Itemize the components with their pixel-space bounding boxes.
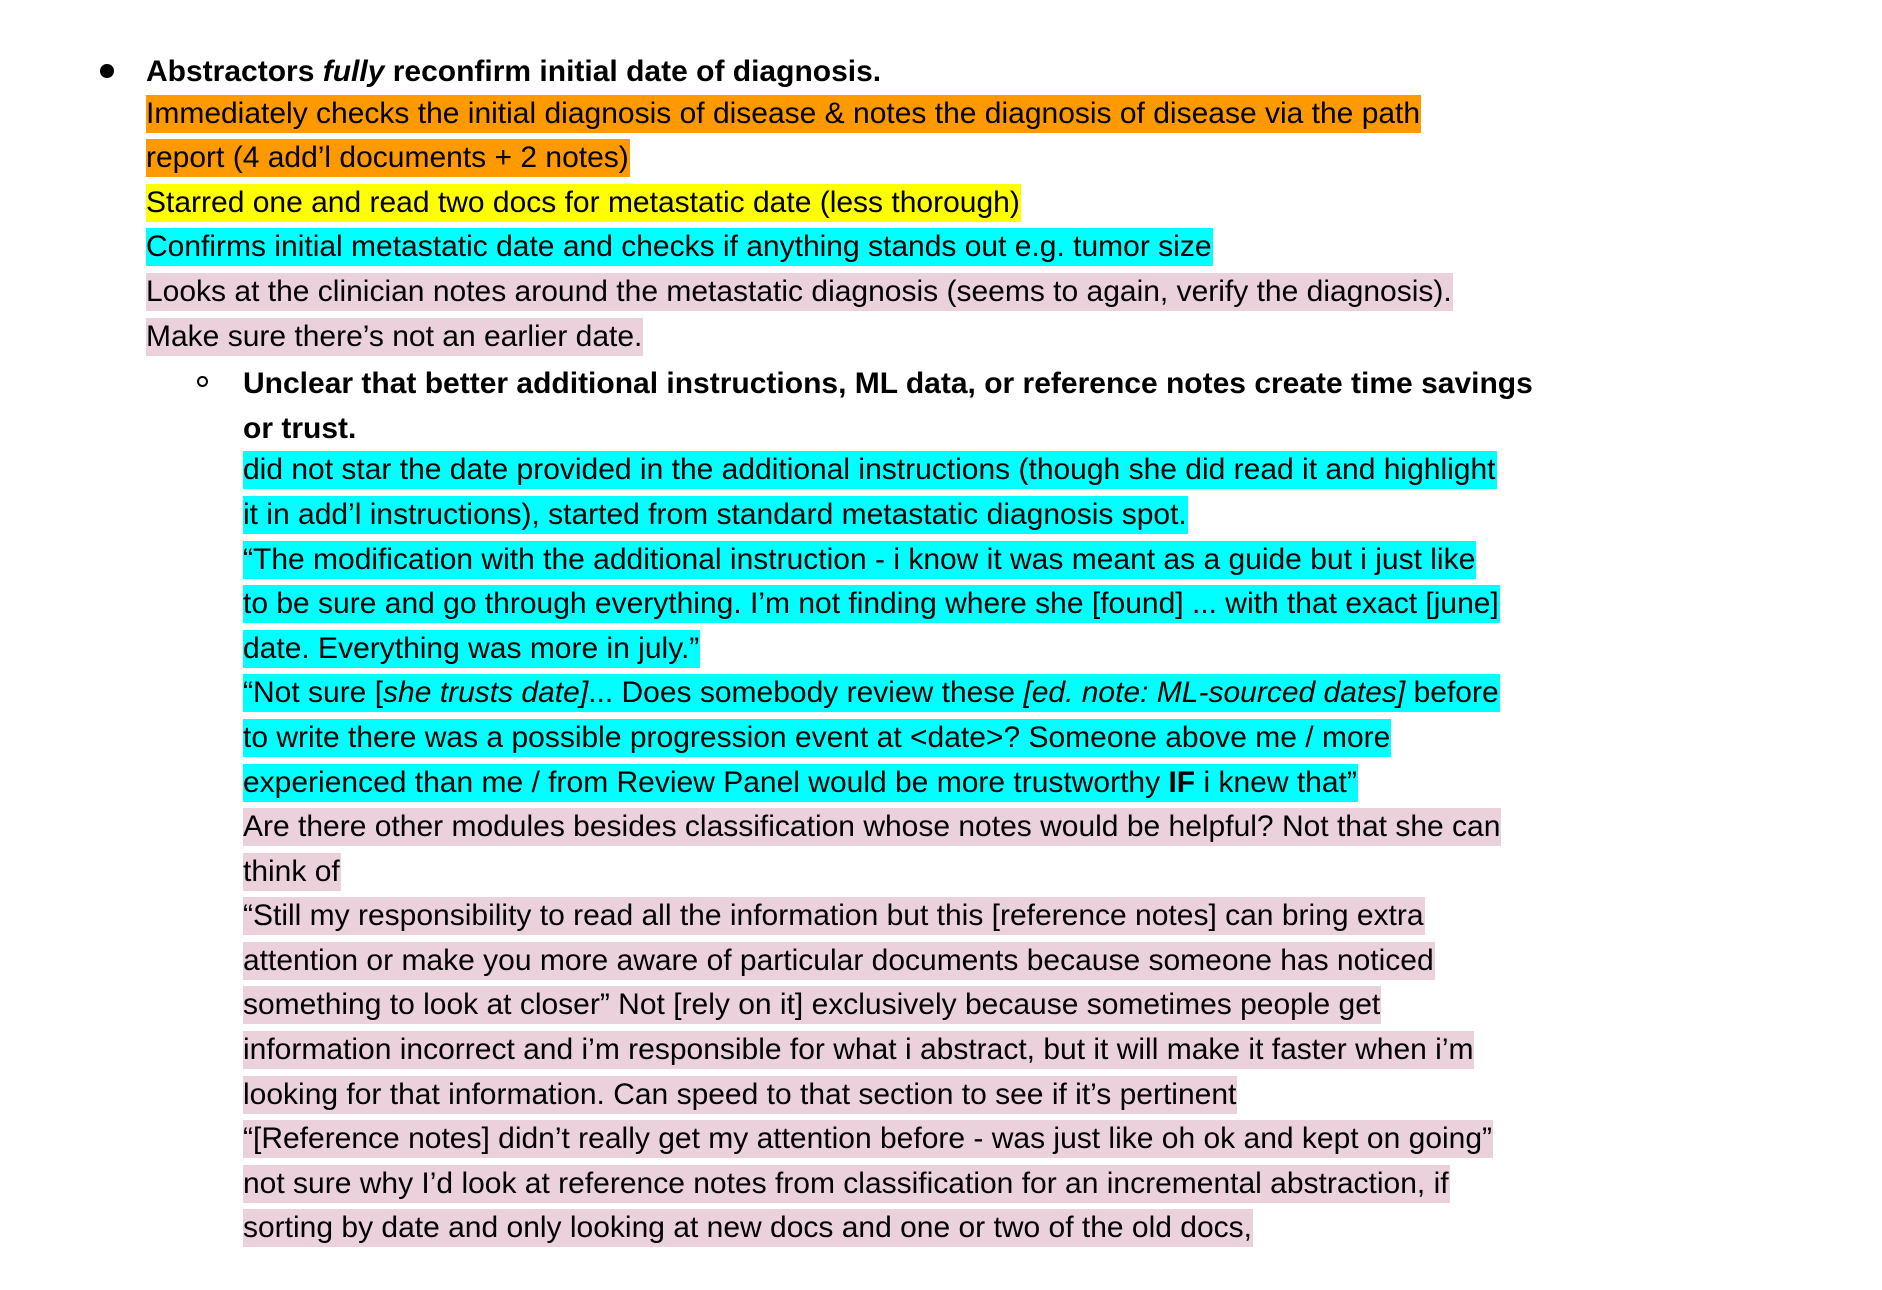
- pink-highlight-text: Make sure there’s not an earlier date.: [146, 318, 643, 356]
- note-yellow-line-1: [0, 184, 1882, 229]
- cyan-highlight-text: to be sure and go through everything. I’m not finding where she [found] ... with that exact [june]: [243, 585, 1500, 623]
- orange-highlight-text: Immediately checks the initial diagnosis of disease & notes the diagnosis of disease via the path: [146, 95, 1421, 133]
- pink-highlight-text: sorting by date and only looking at new docs and one or two of the old docs,: [243, 1209, 1253, 1247]
- pink-note3-line-1: [0, 1120, 1882, 1165]
- sub-bullet-heading-line-2: [0, 407, 1882, 452]
- italic-aside: she trusts date]: [383, 676, 589, 710]
- editor-note: [ed. note: ML-sourced dates]: [1023, 676, 1406, 710]
- heading-part3: reconfirm initial date of diagnosis.: [384, 55, 882, 88]
- quote-text: “Not sure [: [243, 676, 384, 710]
- cyan-highlight-text: it in add’l instructions), started from standard metastatic diagnosis spot.: [243, 496, 1188, 534]
- cyan-highlight-text: date. Everything was more in july.”: [243, 630, 700, 668]
- pink-highlight-text: information incorrect and i’m responsible for what i abstract, but it will make it faster when i’m: [243, 1031, 1474, 1069]
- sub-heading-text: Unclear that better additional instructions, ML data, or reference notes create time savings: [243, 367, 1533, 401]
- heading-part1: Abstractors: [146, 55, 323, 88]
- cyan-note2-line-2: [0, 585, 1882, 630]
- pink-note1-line-2: [0, 853, 1882, 898]
- pink-note4-line-1: [0, 1165, 1882, 1210]
- hollow-circle-bullet-icon: [197, 376, 208, 387]
- cyan-highlight-text: “The modification with the additional instruction - i know it was meant as a guide but i just like: [243, 541, 1476, 579]
- pink-highlight-text: attention or make you more aware of particular documents because someone has noticed: [243, 942, 1435, 980]
- cyan-highlight-text: [243, 674, 1500, 712]
- quote-text: ... Does somebody review these: [588, 676, 1024, 710]
- filled-disc-bullet-icon: [100, 64, 114, 78]
- cyan-highlight-text: to write there was a possible progression event at <date>? Someone above me / more: [243, 719, 1391, 757]
- pink-note4-line-2: [0, 1209, 1882, 1254]
- cyan-note3-line-3: [0, 764, 1882, 809]
- main-bullet-heading: [0, 50, 1882, 95]
- cyan-note3-line-2: [0, 719, 1882, 764]
- cyan-note1-line-2: [0, 496, 1882, 541]
- sub-bullet-heading-line-1: [0, 362, 1882, 407]
- pink-highlight-text: looking for that information. Can speed to that section to see if it’s pertinent: [243, 1076, 1237, 1114]
- cyan-note1-line-1: [0, 451, 1882, 496]
- pink-note1-line-1: [0, 808, 1882, 853]
- bold-emphasis: IF: [1168, 765, 1196, 799]
- quote-text: i knew that”: [1195, 765, 1357, 799]
- pink-note2-line-2: [0, 942, 1882, 987]
- pink-highlight-text: “[Reference notes] didn’t really get my attention before - was just like oh ok and kept on going”: [243, 1120, 1493, 1158]
- pink-highlight-text: Are there other modules besides classification whose notes would be helpful? Not that she can: [243, 808, 1501, 846]
- pink-note2-line-1: [0, 897, 1882, 942]
- sub-heading-text: or trust.: [243, 411, 357, 445]
- cyan-highlight-text: [243, 764, 1358, 802]
- yellow-highlight-text: Starred one and read two docs for metastatic date (less thorough): [146, 184, 1021, 222]
- pink-highlight-text: “Still my responsibility to read all the information but this [reference notes] can bring extra: [243, 897, 1425, 935]
- note-cyan-line-1: [0, 228, 1882, 273]
- pink-highlight-text: not sure why I’d look at reference notes from classification for an incremental abstraction, if: [243, 1165, 1450, 1203]
- pink-note2-line-3: [0, 986, 1882, 1031]
- heading-text: [146, 50, 881, 95]
- quote-text: before: [1405, 676, 1499, 710]
- cyan-note2-line-3: [0, 630, 1882, 675]
- note-pink-line-1: [0, 273, 1882, 318]
- quote-text: experienced than me / from Review Panel would be more trustworthy: [243, 765, 1169, 799]
- pink-highlight-text: think of: [243, 853, 341, 891]
- pink-highlight-text: Looks at the clinician notes around the metastatic diagnosis (seems to again, verify the diagnosis).: [146, 273, 1453, 311]
- orange-highlight-text: report (4 add’l documents + 2 notes): [146, 139, 630, 177]
- document-body: [0, 50, 1882, 1254]
- cyan-highlight-text: did not star the date provided in the additional instructions (though she did read it and highlight: [243, 451, 1497, 489]
- note-pink-line-2: [0, 318, 1882, 363]
- pink-note2-line-5: [0, 1076, 1882, 1121]
- cyan-note2-line-1: [0, 541, 1882, 586]
- cyan-note3-line-1: [0, 674, 1882, 719]
- note-orange-line-2: [0, 139, 1882, 184]
- pink-highlight-text: something to look at closer” Not [rely on it] exclusively because sometimes people get: [243, 986, 1381, 1024]
- heading-emphasis: fully: [322, 55, 385, 88]
- note-orange-line-1: [0, 95, 1882, 140]
- cyan-highlight-text: Confirms initial metastatic date and checks if anything stands out e.g. tumor size: [146, 228, 1213, 266]
- pink-note2-line-4: [0, 1031, 1882, 1076]
